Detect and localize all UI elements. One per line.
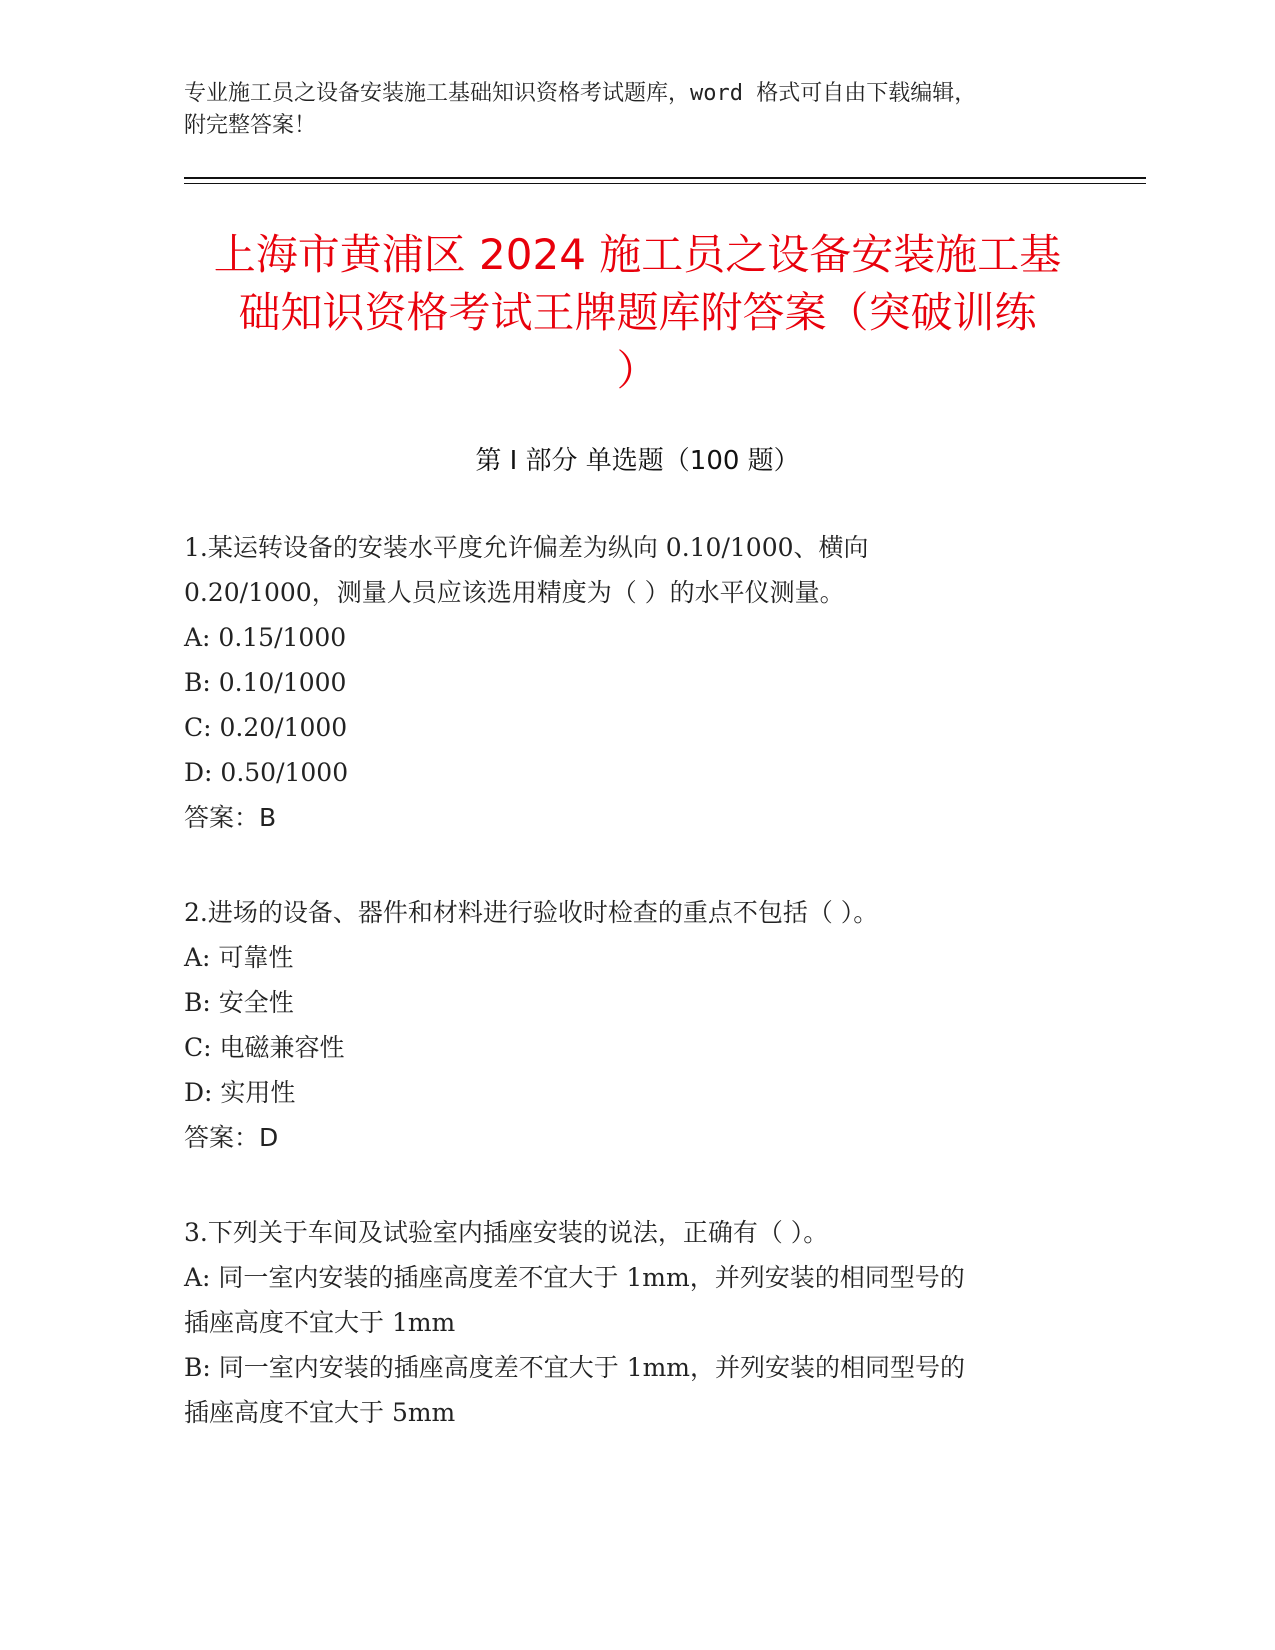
question-1 [184,525,1084,840]
option-a-continued: 插座高度不宜大于 1mm [184,1308,456,1337]
question-stem: 2.进场的设备、器件和材料进行验收时检查的重点不包括（ ）。 [184,898,879,927]
title-line: 础知识资格考试王牌题库附答案（突破训练 [238,288,1037,337]
question-stem: 3.下列关于车间及试验室内插座安装的说法，正确有（ ）。 [184,1218,829,1247]
header-note-line: 专业施工员之设备安装施工基础知识资格考试题库，word 格式可自由下载编辑， [184,81,977,106]
option-c: C: 0.20/1000 [184,713,348,742]
option-a: A: 可靠性 [184,943,294,972]
option-b: B: 同一室内安装的插座高度差不宜大于 1mm，并列安装的相同型号的 [184,1353,966,1382]
option-b-continued: 插座高度不宜大于 5mm [184,1398,456,1427]
question-3 [184,1210,1084,1435]
question-stem: 1.某运转设备的安装水平度允许偏差为纵向 0.10/1000、横向 [184,533,869,562]
answer: 答案：B [184,803,277,832]
option-a: A: 0.15/1000 [184,623,347,652]
option-d: D: 0.50/1000 [184,758,349,787]
option-d: D: 实用性 [184,1078,296,1107]
title-line: ） [616,346,659,395]
question-2 [184,890,1084,1160]
question-stem: 0.20/1000，测量人员应该选用精度为（ ）的水平仪测量。 [184,578,845,607]
option-c: C: 电磁兼容性 [184,1033,345,1062]
option-b: B: 0.10/1000 [184,668,347,697]
document-title [170,226,1105,400]
answer: 答案：D [184,1123,279,1152]
option-a: A: 同一室内安装的插座高度差不宜大于 1mm，并列安装的相同型号的 [184,1263,965,1292]
header-note [184,78,1084,142]
option-b: B: 安全性 [184,988,294,1017]
section-heading: 第 I 部分 单选题（100 题） [475,446,800,476]
header-divider-thick [184,177,1146,179]
title-line: 上海市黄浦区 2024 施工员之设备安装施工基 [213,230,1062,279]
header-note-line: 附完整答案！ [184,113,317,138]
header-divider-thin [184,183,1146,184]
